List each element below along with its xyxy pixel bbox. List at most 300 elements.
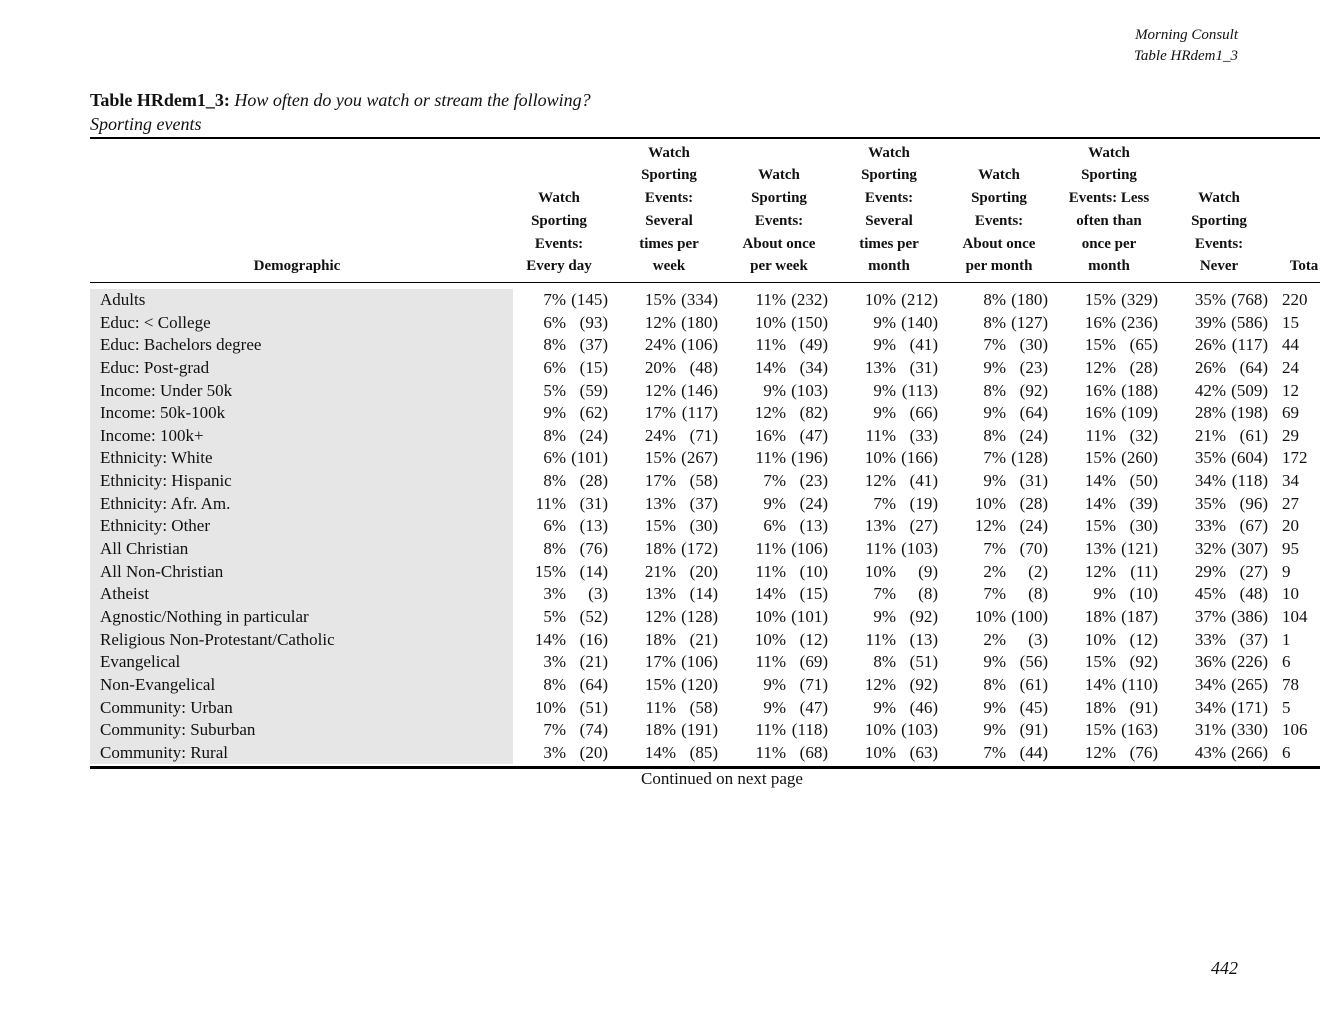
value-cell <box>1054 334 1164 357</box>
value-cell <box>1054 742 1164 765</box>
total-cell: 220 <box>1282 290 1308 309</box>
demographic-cell <box>90 402 504 425</box>
table-row <box>90 629 1320 652</box>
table-row <box>90 289 1320 312</box>
total-cell: 5 <box>1282 697 1291 717</box>
count-value: (140) <box>901 312 938 332</box>
column-header-line: Several <box>865 212 913 229</box>
percent-value: 21% <box>1194 425 1226 445</box>
value-cell <box>504 719 614 742</box>
percent-value: 5% <box>543 380 566 400</box>
count-value: (604) <box>1231 448 1268 468</box>
percent-value: 9% <box>763 493 786 513</box>
demographic-label: Ethnicity: Hispanic <box>100 471 232 491</box>
percent-value: 8% <box>543 335 566 355</box>
value-cell <box>724 425 834 448</box>
percent-value: 10% <box>864 742 896 762</box>
column-header-line: Events: <box>974 212 1024 229</box>
value-cell <box>614 583 724 606</box>
demographic-label: Community: Suburban <box>100 720 256 740</box>
count-value: (20) <box>579 742 608 762</box>
count-value: (145) <box>571 290 608 309</box>
percent-value: 9% <box>1093 584 1116 604</box>
count-value: (768) <box>1231 290 1268 309</box>
value-cell <box>724 651 834 674</box>
count-value: (509) <box>1231 380 1268 400</box>
percent-value: 7% <box>983 584 1006 604</box>
value-cell <box>614 651 724 674</box>
count-value: (14) <box>579 561 608 581</box>
value-cell <box>614 742 724 765</box>
percent-value: 12% <box>644 380 676 400</box>
total-cell: 12 <box>1282 380 1299 400</box>
value-cell <box>504 357 614 380</box>
count-value: (47) <box>799 697 828 717</box>
percent-value: 8% <box>543 425 566 445</box>
continued-note: Continued on next page <box>641 769 803 788</box>
value-cell <box>1054 674 1164 697</box>
column-header-line: Demographic <box>253 258 341 275</box>
row-label-shade <box>90 289 513 312</box>
count-value: (92) <box>1129 652 1158 672</box>
value-cell <box>944 357 1054 380</box>
percent-value: 8% <box>983 674 1006 694</box>
column-header-line: month <box>868 258 910 275</box>
percent-value: 14% <box>534 629 566 649</box>
value-cell <box>1164 425 1274 448</box>
percent-value: 10% <box>864 448 896 468</box>
percent-value: 11% <box>755 720 786 740</box>
count-value: (66) <box>909 403 938 423</box>
percent-value: 43% <box>1194 742 1226 762</box>
percent-value: 16% <box>1084 380 1116 400</box>
total-cell: 24 <box>1282 357 1299 377</box>
total-cell: 78 <box>1282 674 1299 694</box>
demographic-cell <box>90 425 504 448</box>
count-value: (191) <box>681 720 718 740</box>
count-value: (118) <box>1231 471 1268 491</box>
percent-value: 7% <box>543 290 566 309</box>
table-row <box>90 357 1320 380</box>
value-cell <box>1054 470 1164 493</box>
count-value: (21) <box>579 652 608 672</box>
percent-value: 13% <box>644 584 676 604</box>
count-value: (49) <box>799 335 828 355</box>
count-value: (92) <box>909 674 938 694</box>
total-cell: 9 <box>1282 561 1291 581</box>
percent-value: 15% <box>644 290 676 309</box>
value-cell <box>944 493 1054 516</box>
count-value: (30) <box>689 516 718 536</box>
value-cell <box>834 380 944 403</box>
percent-value: 24% <box>644 425 676 445</box>
value-cell <box>1164 583 1274 606</box>
value-cell <box>834 561 944 584</box>
percent-value: 12% <box>644 312 676 332</box>
value-cell <box>944 402 1054 425</box>
value-cell <box>504 470 614 493</box>
count-value: (85) <box>689 742 718 762</box>
percent-value: 8% <box>983 425 1006 445</box>
demographic-cell <box>90 357 504 380</box>
percent-value: 15% <box>644 674 676 694</box>
count-value: (3) <box>588 584 608 604</box>
value-cell <box>614 538 724 561</box>
value-cell <box>614 357 724 380</box>
percent-value: 14% <box>1084 493 1116 513</box>
table-row <box>90 380 1320 403</box>
value-cell <box>724 538 834 561</box>
count-value: (46) <box>909 697 938 717</box>
percent-value: 36% <box>1194 652 1226 672</box>
table-row <box>90 334 1320 357</box>
count-value: (28) <box>579 471 608 491</box>
percent-value: 11% <box>865 425 896 445</box>
demographic-label: Adults <box>100 290 146 309</box>
percent-value: 29% <box>1194 561 1226 581</box>
count-value: (24) <box>579 425 608 445</box>
value-cell <box>944 606 1054 629</box>
count-value: (51) <box>909 652 938 672</box>
percent-value: 10% <box>864 561 896 581</box>
value-cell <box>944 629 1054 652</box>
table-row <box>90 447 1320 470</box>
percent-value: 17% <box>644 652 676 672</box>
value-cell <box>614 289 724 312</box>
column-header-line: week <box>652 258 686 275</box>
value-cell <box>724 629 834 652</box>
total-cell: 172 <box>1282 448 1308 468</box>
demographic-cell <box>90 742 504 765</box>
demographic-label: Income: 50k-100k <box>100 403 226 423</box>
percent-value: 3% <box>543 742 566 762</box>
total-cell: 20 <box>1282 516 1299 536</box>
table-row <box>90 651 1320 674</box>
value-cell <box>724 402 834 425</box>
percent-value: 34% <box>1194 471 1226 491</box>
header-table-id: Table HRdem1_3 <box>1133 48 1238 64</box>
value-cell <box>834 606 944 629</box>
demographic-cell <box>90 470 504 493</box>
value-cell <box>504 515 614 538</box>
percent-value: 12% <box>754 403 786 423</box>
value-cell <box>724 470 834 493</box>
column-header-line: Events: Less <box>1068 190 1150 207</box>
percent-value: 3% <box>543 584 566 604</box>
value-cell <box>614 425 724 448</box>
column-header-line: Watch <box>868 144 910 161</box>
percent-value: 15% <box>1084 290 1116 309</box>
percent-value: 7% <box>873 584 896 604</box>
column-header-line: times per <box>639 235 699 252</box>
demographic-label: All Non-Christian <box>100 561 224 581</box>
percent-value: 2% <box>983 629 1006 649</box>
column-header-line: month <box>1088 258 1130 275</box>
table-row <box>90 561 1320 584</box>
percent-value: 17% <box>644 471 676 491</box>
value-cell <box>944 312 1054 335</box>
table-row <box>90 402 1320 425</box>
column-header-line: Watch <box>648 144 690 161</box>
count-value: (23) <box>799 471 828 491</box>
column-header-line: Events: <box>754 212 804 229</box>
count-value: (19) <box>909 493 938 513</box>
count-value: (20) <box>689 561 718 581</box>
count-value: (61) <box>1239 425 1268 445</box>
value-cell <box>504 742 614 765</box>
count-value: (117) <box>681 403 718 423</box>
column-header-line: Events: <box>864 190 914 207</box>
value-cell <box>504 561 614 584</box>
value-cell <box>724 334 834 357</box>
value-cell <box>504 538 614 561</box>
count-value: (64) <box>579 674 608 694</box>
percent-value: 26% <box>1194 357 1226 377</box>
percent-value: 9% <box>983 652 1006 672</box>
value-cell <box>1054 583 1164 606</box>
column-header-line: Never <box>1199 258 1239 275</box>
value-cell <box>1164 402 1274 425</box>
percent-value: 9% <box>983 357 1006 377</box>
percent-value: 21% <box>644 561 676 581</box>
percent-value: 28% <box>1194 403 1226 423</box>
value-cell <box>834 697 944 720</box>
percent-value: 15% <box>1084 448 1116 468</box>
table-subtitle: Sporting events <box>90 114 202 134</box>
count-value: (103) <box>901 720 938 740</box>
count-value: (118) <box>791 720 828 740</box>
percent-value: 8% <box>543 674 566 694</box>
demographic-cell <box>90 312 504 335</box>
demographic-label: Atheist <box>100 584 150 604</box>
demographic-label: Evangelical <box>100 652 181 672</box>
percent-value: 20% <box>644 357 676 377</box>
count-value: (33) <box>909 425 938 445</box>
percent-value: 10% <box>754 629 786 649</box>
value-cell <box>724 312 834 335</box>
running-header <box>1134 25 1238 67</box>
percent-value: 3% <box>543 652 566 672</box>
percent-value: 14% <box>754 584 786 604</box>
count-value: (113) <box>901 380 938 400</box>
percent-value: 9% <box>983 403 1006 423</box>
demographic-label: Community: Urban <box>100 697 233 717</box>
table-row <box>90 606 1320 629</box>
demographic-cell <box>90 334 504 357</box>
column-header-line: Sporting <box>971 190 1027 207</box>
value-cell <box>1164 606 1274 629</box>
value-cell <box>1164 561 1274 584</box>
count-value: (180) <box>1011 290 1048 309</box>
count-value: (2) <box>1028 561 1048 581</box>
column-header-line: Watch <box>1088 144 1130 161</box>
value-cell <box>724 515 834 538</box>
value-cell <box>1054 425 1164 448</box>
percent-value: 11% <box>755 448 786 468</box>
page-number: 442 <box>1211 958 1238 978</box>
count-value: (76) <box>1129 742 1158 762</box>
value-cell <box>504 289 614 312</box>
percent-value: 8% <box>983 380 1006 400</box>
value-cell <box>1054 697 1164 720</box>
value-cell <box>1054 651 1164 674</box>
count-value: (163) <box>1121 720 1158 740</box>
count-value: (128) <box>1011 448 1048 468</box>
count-value: (56) <box>1019 652 1048 672</box>
value-cell <box>724 447 834 470</box>
percent-value: 11% <box>865 629 896 649</box>
value-cell <box>1164 697 1274 720</box>
percent-value: 8% <box>873 652 896 672</box>
count-value: (226) <box>1231 652 1268 672</box>
value-cell <box>724 719 834 742</box>
count-value: (31) <box>1019 471 1048 491</box>
value-cell <box>504 583 614 606</box>
value-cell <box>614 402 724 425</box>
count-value: (69) <box>799 652 828 672</box>
percent-value: 13% <box>1084 539 1116 559</box>
total-cell: 15 <box>1282 312 1299 332</box>
count-value: (30) <box>1019 335 1048 355</box>
value-cell <box>834 334 944 357</box>
table-row <box>90 425 1320 448</box>
percent-value: 9% <box>763 380 786 400</box>
value-cell <box>1054 561 1164 584</box>
percent-value: 32% <box>1194 539 1226 559</box>
count-value: (65) <box>1129 335 1158 355</box>
percent-value: 7% <box>983 742 1006 762</box>
value-cell <box>1164 334 1274 357</box>
percent-value: 9% <box>543 403 566 423</box>
column-header-line: About once <box>742 235 816 252</box>
value-cell <box>1054 289 1164 312</box>
row-label-shade <box>90 583 513 606</box>
count-value: (586) <box>1231 312 1268 332</box>
count-value: (329) <box>1121 290 1158 309</box>
percent-value: 37% <box>1194 606 1226 626</box>
value-cell <box>724 742 834 765</box>
percent-value: 5% <box>543 606 566 626</box>
crosstab-table <box>90 137 1320 769</box>
table-row <box>90 697 1320 720</box>
table-title-label: Table HRdem1_3: <box>90 90 230 110</box>
count-value: (106) <box>681 652 718 672</box>
value-cell <box>834 425 944 448</box>
value-cell <box>504 674 614 697</box>
count-value: (166) <box>901 448 938 468</box>
demographic-cell <box>90 380 504 403</box>
count-value: (32) <box>1129 425 1158 445</box>
column-header-line: Sporting <box>861 167 917 184</box>
column-header-line: About once <box>962 235 1036 252</box>
percent-value: 15% <box>1084 652 1116 672</box>
percent-value: 10% <box>974 493 1006 513</box>
total-cell: 44 <box>1282 335 1299 355</box>
percent-value: 42% <box>1194 380 1226 400</box>
value-cell <box>724 380 834 403</box>
count-value: (30) <box>1129 516 1158 536</box>
percent-value: 15% <box>1084 720 1116 740</box>
count-value: (267) <box>681 448 718 468</box>
header-org: Morning Consult <box>1135 27 1238 43</box>
column-header-line: Watch <box>758 167 800 184</box>
percent-value: 11% <box>755 652 786 672</box>
value-cell <box>504 606 614 629</box>
count-value: (265) <box>1231 674 1268 694</box>
value-cell <box>1164 312 1274 335</box>
column-header-line: Watch <box>1198 190 1240 207</box>
column-header-line: Sporting <box>531 212 587 229</box>
count-value: (21) <box>689 629 718 649</box>
value-cell <box>1164 742 1274 765</box>
percent-value: 15% <box>1084 516 1116 536</box>
count-value: (71) <box>799 674 828 694</box>
value-cell <box>1054 357 1164 380</box>
table-row <box>90 515 1320 538</box>
demographic-cell <box>90 651 504 674</box>
count-value: (146) <box>681 380 718 400</box>
column-header-line: Events: <box>534 235 584 252</box>
column-header-line: once per <box>1081 235 1137 252</box>
value-cell <box>944 742 1054 765</box>
column-header-0 <box>90 255 504 282</box>
count-value: (196) <box>791 448 828 468</box>
value-cell <box>504 629 614 652</box>
count-value: (266) <box>1231 742 1268 762</box>
value-cell <box>834 674 944 697</box>
value-cell <box>834 651 944 674</box>
count-value: (14) <box>689 584 718 604</box>
value-cell <box>1054 719 1164 742</box>
percent-value: 13% <box>864 357 896 377</box>
count-value: (106) <box>791 539 828 559</box>
value-cell <box>1164 447 1274 470</box>
count-value: (82) <box>799 403 828 423</box>
value-cell <box>834 357 944 380</box>
value-cell <box>724 583 834 606</box>
count-value: (260) <box>1121 448 1158 468</box>
count-value: (62) <box>579 403 608 423</box>
demographic-label: Educ: Bachelors degree <box>100 335 262 355</box>
demographic-label: Educ: < College <box>100 312 211 332</box>
value-cell <box>1054 629 1164 652</box>
count-value: (37) <box>689 493 718 513</box>
percent-value: 12% <box>644 606 676 626</box>
percent-value: 34% <box>1194 697 1226 717</box>
value-cell <box>614 561 724 584</box>
count-value: (187) <box>1121 606 1158 626</box>
percent-value: 9% <box>983 471 1006 491</box>
percent-value: 18% <box>644 539 676 559</box>
percent-value: 11% <box>865 539 896 559</box>
count-value: (24) <box>799 493 828 513</box>
percent-value: 2% <box>983 561 1006 581</box>
count-value: (180) <box>681 312 718 332</box>
percent-value: 9% <box>873 606 896 626</box>
count-value: (172) <box>681 539 718 559</box>
total-cell: 1 <box>1282 629 1291 649</box>
column-header-line: Watch <box>978 167 1020 184</box>
count-value: (11) <box>1130 561 1158 581</box>
percent-value: 6% <box>543 516 566 536</box>
percent-value: 10% <box>534 697 566 717</box>
count-value: (48) <box>689 357 718 377</box>
value-cell <box>834 515 944 538</box>
percent-value: 12% <box>1084 357 1116 377</box>
percent-value: 6% <box>543 357 566 377</box>
table-row <box>90 493 1320 516</box>
column-header-line: times per <box>859 235 919 252</box>
